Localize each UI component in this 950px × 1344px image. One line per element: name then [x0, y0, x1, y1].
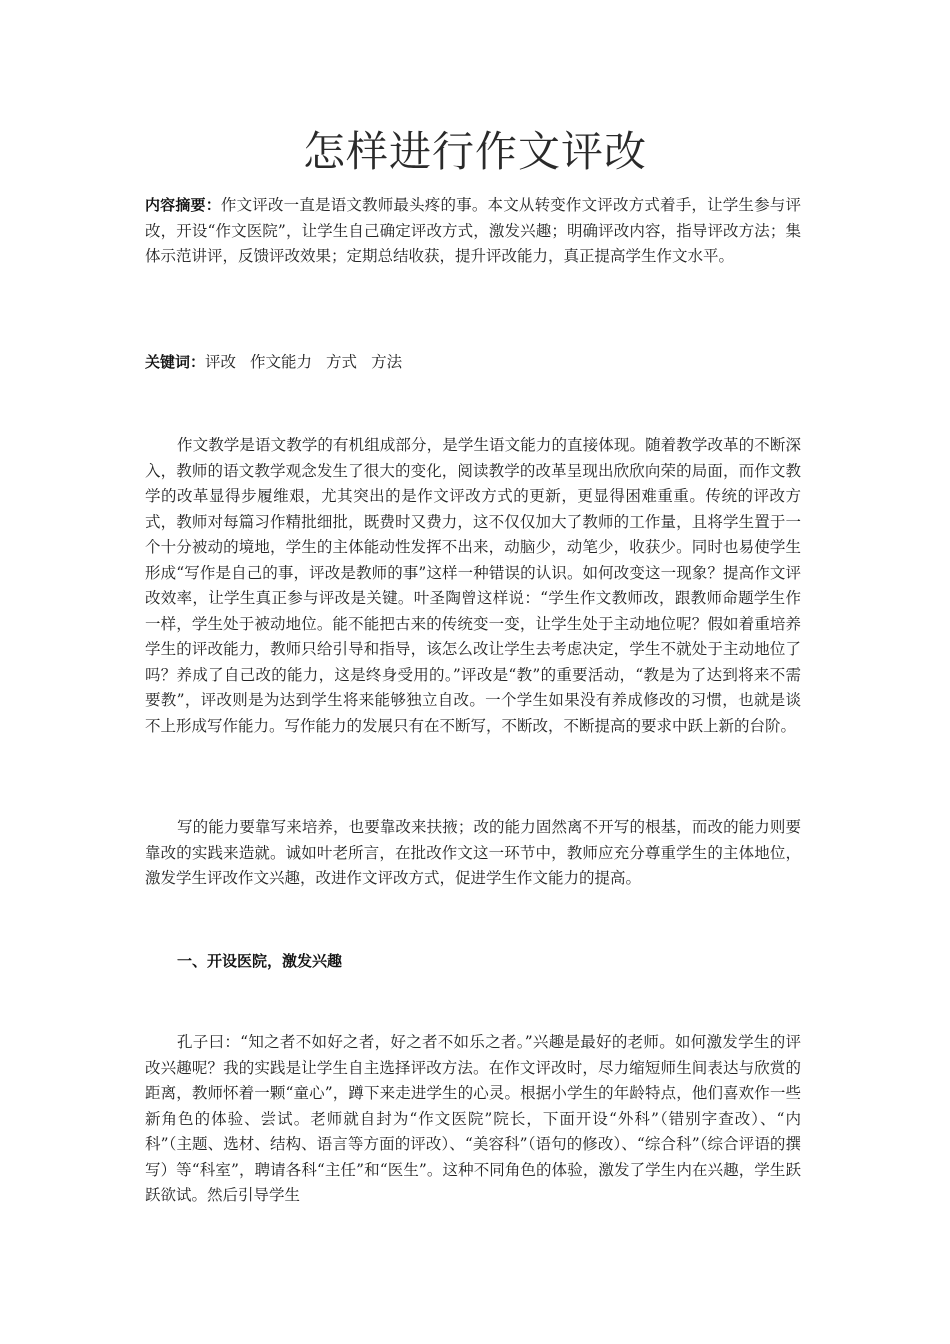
keywords-label: 关键词： — [145, 353, 206, 371]
keyword: 评改 — [205, 353, 237, 371]
keywords — [145, 350, 801, 376]
document-title: 怎样进行作文评改 — [302, 127, 647, 176]
section-heading: 一、开设医院，激发兴趣 — [177, 952, 343, 970]
section-paragraph: 孔子曰：“知之者不如好之者，好之者不如乐之者。”兴趣是最好的老师。如何激发学生的评改兴趣呢？我的实践是让学生自主选择评改方法。在作文评改时，尽力缩短师生间表达与欣赏的距离，教师怀着一颗“童心”，蹲下来走进学生的心灵。根据小学生的年龄特点，他们喜欢作一些新角色的体验、尝试。老师就自封为“作文医院”院长，下面开设“外科”（错别字查改）、“内科”（主题、选材、结构、语言等方面的评改）、“美容科”（语句的修改）、“综合科”（综合评语的撰写）等“科室”，聘请各科“主任”和“医生”。这种不同角色的体验，激发了学生内在兴趣，学生跃跃欲试。然后引导学生 — [145, 1033, 801, 1204]
body-paragraph-1: 作文教学是语文教学的有机组成部分，是学生语文能力的直接体现。随着教学改革的不断深入，教师的语文教学观念发生了很大的变化，阅读教学的改革呈现出欣欣向荣的局面，而作文教学的改革显得步履维艰，尤其突出的是作文评改方式的更新，更显得困难重重。传统的评改方式，教师对每篇习作精批细批，既费时又费力，这不仅仅加大了教师的工作量，且将学生置于一个十分被动的境地，学生的主体能动性发挥不出来，动脑少，动笔少，收获少。同时也易使学生形成“写作是自己的事，评改是教师的事”这样一种错误的认识。如何改变这一现象？提高作文评改效率，让学生真正参与评改是关键。叶圣陶曾这样说：“学生作文教师改，跟教师命题学生作一样，学生处于被动地位。能不能把古来的传统变一变，让学生处于主动地位呢？假如着重培养学生的评改能力，教师只给引导和指导，该怎么改让学生去考虑决定，学生不就处于主动地位了吗？养成了自己改的能力，这是终身受用的。”评改是“教”的重要活动，“教是为了达到将来不需要教”，评改则是为达到学生将来能够独立自改。一个学生如果没有养成修改的习惯，也就是谈不上形成写作能力。写作能力的发展只有在不断写，不断改，不断提高的要求中跃上新的台阶。 — [145, 436, 801, 735]
abstract-text: 作文评改一直是语文教师最头疼的事。本文从转变作文评改方式着手，让学生参与评改，开设“作文医院”，让学生自己确定评改方式，激发兴趣；明确评改内容，指导评改方法；集体示范讲评，反馈评改效果；定期总结收获，提升评改能力，真正提高学生作文水平。 — [145, 196, 801, 265]
body-paragraph-2: 写的能力要靠写来培养，也要靠改来扶掖；改的能力固然离不开写的根基，而改的能力则要靠改的实践来造就。诚如叶老所言，在批改作文这一环节中，教师应充分尊重学生的主体地位，激发学生评改作文兴趣，改进作文评改方式，促进学生作文能力的提高。 — [145, 818, 801, 887]
keyword: 作文能力 — [250, 353, 313, 371]
keyword: 方式 — [326, 353, 358, 371]
abstract — [145, 193, 801, 270]
keyword: 方法 — [371, 353, 403, 371]
abstract-label: 内容摘要： — [145, 196, 221, 214]
